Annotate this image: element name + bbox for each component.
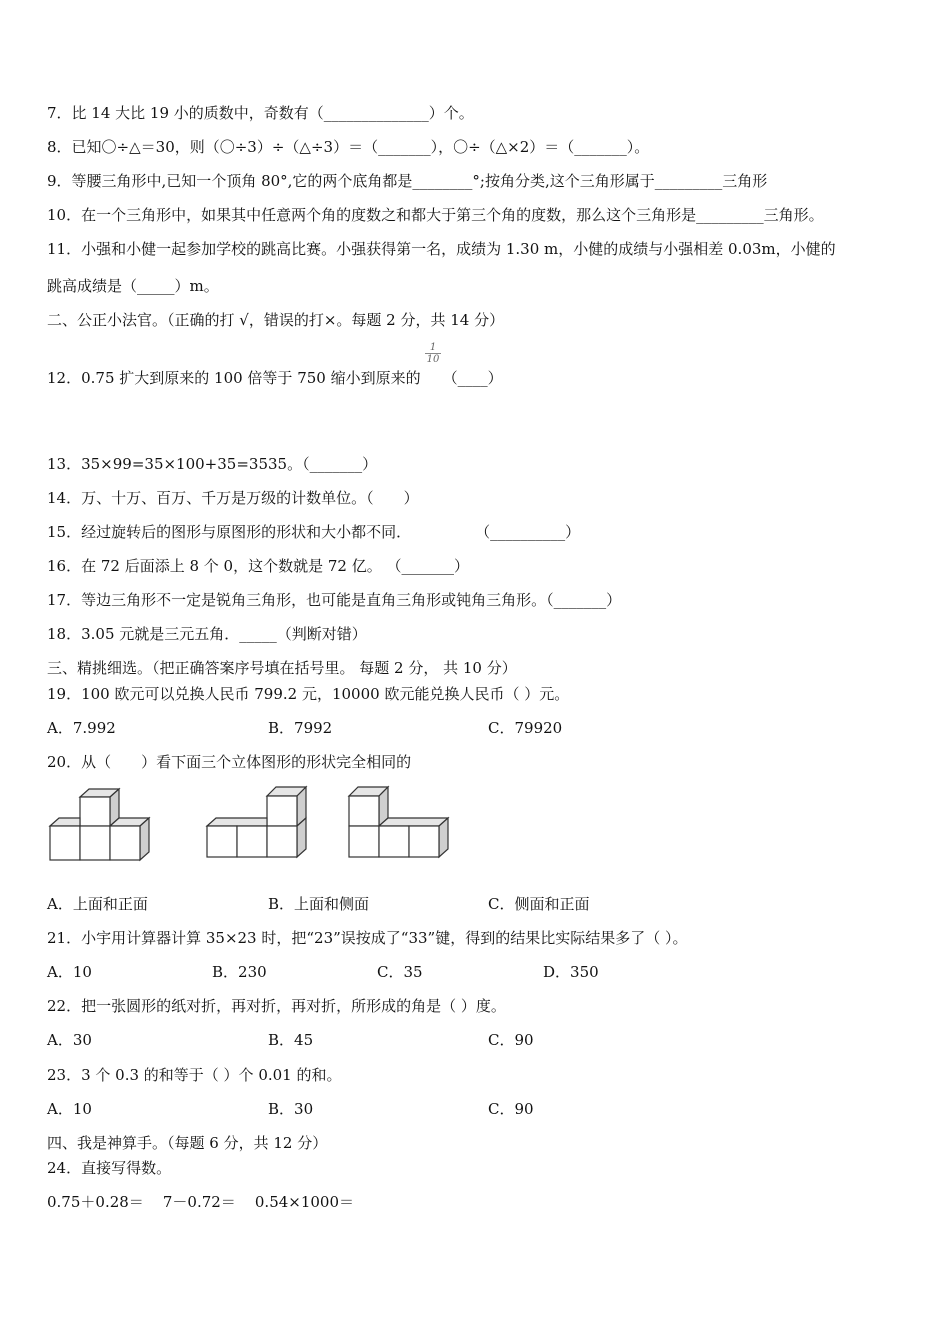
question-9: 9．等腰三角形中,已知一个顶角 80°,它的两个底角都是________°;按角分类,这个三角形属于_________三角形	[47, 172, 768, 190]
q22-option-a: A．30	[47, 1031, 92, 1049]
question-24: 24．直接写得数。	[47, 1159, 172, 1177]
question-22: 22．把一张圆形的纸对折，再对折，再对折，所形成的角是（ ）度。	[47, 997, 506, 1015]
fraction-one-tenth	[425, 342, 441, 365]
question-7: 7．比 14 大比 19 小的质数中，奇数有（______________）个。	[47, 104, 474, 122]
q21-option-a: A．10	[47, 963, 92, 981]
q23-option-a: A．10	[47, 1100, 92, 1118]
q19-option-c: C．79920	[488, 719, 563, 737]
cube-figure-2	[203, 782, 313, 862]
q23-option-b: B．30	[268, 1100, 314, 1118]
question-20: 20．从（ ）看下面三个立体图形的形状完全相同的	[47, 753, 412, 771]
question-24-calculations: 0.75＋0.28＝ 7－0.72＝ 0.54×1000＝	[47, 1193, 355, 1211]
fraction-numerator: 1	[425, 342, 441, 354]
q21-option-b: B．230	[212, 963, 267, 981]
question-16: 16．在 72 后面添上 8 个 0，这个数就是 72 亿。 （_______）	[47, 557, 469, 575]
question-17: 17．等边三角形不一定是锐角三角形，也可能是直角三角形或钝角三角形。（_______）	[47, 591, 622, 609]
question-12-blank: （____）	[442, 369, 503, 387]
question-10: 10．在一个三角形中，如果其中任意两个角的度数之和都大于第三个角的度数，那么这个三角形是_________三角形。	[47, 206, 824, 224]
question-19: 19．100 欧元可以兑换人民币 799.2 元，10000 欧元能兑换人民币（ ）元。	[47, 685, 570, 703]
question-11-line-2: 跳高成绩是（_____）m。	[47, 277, 219, 295]
q22-option-c: C．90	[488, 1031, 534, 1049]
cube-figure-1	[46, 786, 156, 866]
question-14: 14．万、十万、百万、千万是万级的计数单位。（ ）	[47, 489, 419, 507]
question-18: 18．3.05 元就是三元五角．_____（判断对错）	[47, 625, 367, 643]
section-3-heading: 三、精挑细选。（把正确答案序号填在括号里。 每题 2 分， 共 10 分）	[47, 659, 517, 677]
q20-option-c: C．侧面和正面	[488, 895, 590, 913]
question-15-text: 15．经过旋转后的图形与原图形的形状和大小都不同．	[47, 523, 412, 541]
fraction-denominator: 10	[426, 354, 440, 365]
q23-option-c: C．90	[488, 1100, 534, 1118]
question-11-line-1: 11．小强和小健一起参加学校的跳高比赛。小强获得第一名，成绩为 1.30 m，小健的成绩与小强相差 0.03m，小健的	[47, 240, 836, 258]
question-13: 13．35×99=35×100+35=3535。（_______）	[47, 455, 378, 473]
section-4-heading: 四、我是神算手。（每题 6 分，共 12 分）	[47, 1134, 328, 1152]
question-23: 23．3 个 0.3 的和等于（ ）个 0.01 的和。	[47, 1066, 342, 1084]
question-15-blank: （__________）	[475, 523, 581, 541]
q22-option-b: B．45	[268, 1031, 314, 1049]
q20-option-b: B．上面和侧面	[268, 895, 370, 913]
q19-option-b: B．7992	[268, 719, 333, 737]
question-15	[47, 522, 580, 542]
q19-option-a: A．7.992	[47, 719, 116, 737]
q21-option-c: C．35	[377, 963, 423, 981]
q20-option-a: A．上面和正面	[47, 895, 148, 913]
question-12-text: 12．0.75 扩大到原来的 100 倍等于 750 缩小到原来的	[47, 369, 421, 387]
q21-option-d: D．350	[543, 963, 599, 981]
cube-figure-3	[345, 782, 455, 862]
section-2-heading: 二、公正小法官。（正确的打 √，错误的打×。每题 2 分，共 14 分）	[47, 311, 505, 329]
question-8: 8．已知〇÷△＝30，则（〇÷3）÷（△÷3）＝（_______），〇÷（△×2）＝（_______）。	[47, 138, 650, 156]
question-21: 21．小宇用计算器计算 35×23 时，把“23”误按成了“33”键，得到的结果比实际结果多了（ ）。	[47, 929, 688, 947]
question-12	[47, 368, 503, 388]
